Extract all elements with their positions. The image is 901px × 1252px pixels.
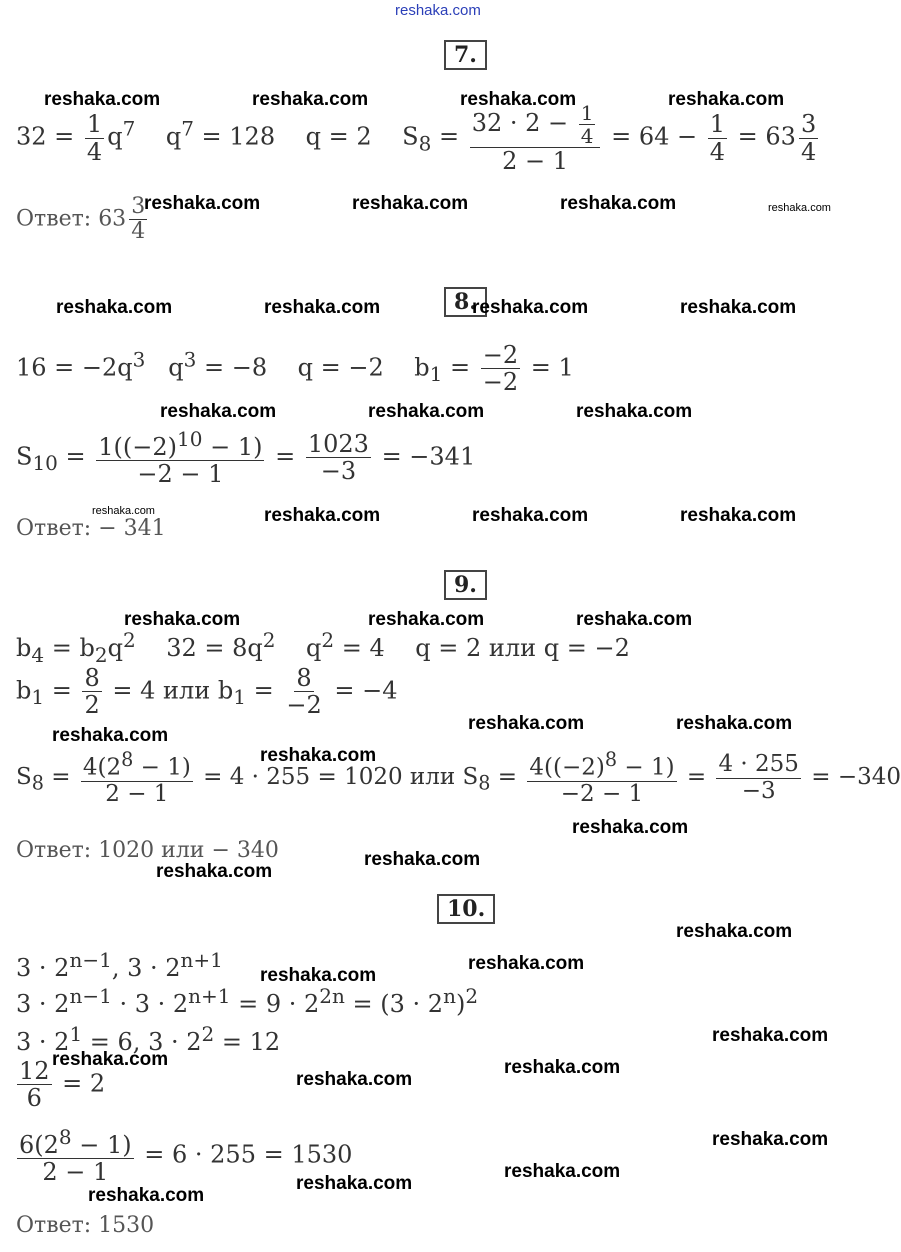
numerator: 3 xyxy=(131,194,146,219)
expr: = b xyxy=(44,634,95,662)
watermark: reshaka.com xyxy=(252,89,369,110)
denominator: 2 − 1 xyxy=(42,1158,109,1187)
problem-10-line1 xyxy=(16,948,223,982)
watermark: reshaka.com xyxy=(352,193,469,214)
numerator xyxy=(527,749,676,782)
numerator xyxy=(17,1126,134,1159)
exponent: 3 xyxy=(132,347,146,372)
watermark: reshaka.com xyxy=(560,193,677,214)
top-watermark: reshaka.com xyxy=(395,2,481,19)
expr: S xyxy=(16,442,33,471)
watermark: reshaka.com xyxy=(468,713,585,734)
watermark: reshaka.com xyxy=(296,1173,413,1194)
expr: = 9 · 2 xyxy=(230,990,320,1018)
denominator: 6 xyxy=(26,1084,42,1113)
watermark: reshaka.com xyxy=(676,921,793,942)
watermark: reshaka.com xyxy=(260,745,377,766)
fraction xyxy=(708,111,727,165)
problem-9-line3 xyxy=(16,749,901,807)
watermark: reshaka.com xyxy=(504,1161,621,1182)
exponent: 2 xyxy=(465,984,479,1008)
exponent: 2 xyxy=(122,628,136,652)
watermark: reshaka.com xyxy=(296,1069,413,1090)
expr: = xyxy=(246,676,282,705)
exponent: n−1 xyxy=(69,948,112,972)
watermark: reshaka.com xyxy=(472,297,589,318)
expr: 4(2 xyxy=(82,754,122,781)
numerator: 1 xyxy=(580,101,594,125)
exponent: n xyxy=(443,984,456,1008)
expr: 3 · 2 xyxy=(16,954,70,982)
watermark: reshaka.com xyxy=(124,609,241,630)
watermark: reshaka.com xyxy=(52,725,169,746)
watermark: reshaka.com xyxy=(144,193,261,214)
expr: = xyxy=(57,442,94,471)
expr: = −8 q = −2 b xyxy=(196,353,430,382)
expr: = 6, 3 · 2 xyxy=(82,1028,202,1056)
fraction xyxy=(579,102,596,147)
watermark: reshaka.com xyxy=(88,1185,205,1206)
numerator: 1023 xyxy=(307,430,369,458)
denominator: −3 xyxy=(320,457,357,486)
watermark: reshaka.com xyxy=(260,965,377,986)
fraction xyxy=(481,342,520,396)
fraction xyxy=(799,111,818,165)
subscript: 10 xyxy=(32,451,58,476)
exponent: 8 xyxy=(58,1125,72,1149)
watermark: reshaka.com xyxy=(44,89,161,110)
expr: · 3 · 2 xyxy=(111,990,189,1018)
expr: = −340 xyxy=(803,764,901,791)
expr: q xyxy=(107,634,123,662)
subscript: 1 xyxy=(233,685,246,710)
expr: b xyxy=(16,676,32,705)
expr: q xyxy=(107,122,123,151)
subscript: 4 xyxy=(31,642,45,667)
problem-9-line1 xyxy=(16,628,630,667)
numerator: 4 · 255 xyxy=(718,751,799,778)
denominator: −2 − 1 xyxy=(560,780,644,807)
exponent: 7 xyxy=(122,116,136,141)
expr: = 128 q = 2 S xyxy=(193,122,419,151)
fraction xyxy=(306,431,371,485)
exponent: 2 xyxy=(262,628,276,652)
expr: − 1) xyxy=(202,433,263,461)
problem-10-answer: Ответ: 1530 xyxy=(16,1213,155,1238)
watermark: reshaka.com xyxy=(468,953,585,974)
problem-number-9: 9. xyxy=(444,570,487,600)
subscript: 8 xyxy=(31,771,44,795)
expr: , 3 · 2 xyxy=(111,954,181,982)
watermark: reshaka.com xyxy=(472,505,589,526)
numerator: 8 xyxy=(84,664,100,692)
expr: = xyxy=(44,676,80,705)
problem-number-8: 8. xyxy=(444,287,487,317)
watermark: reshaka.com xyxy=(576,401,693,422)
expr: 3 · 2 xyxy=(16,1028,70,1056)
denominator: 4 xyxy=(800,137,817,166)
watermark: reshaka.com xyxy=(160,401,277,422)
expr: S xyxy=(16,764,32,791)
exponent: 7 xyxy=(181,116,194,141)
expr: 16 = −2q xyxy=(16,353,133,382)
watermark: reshaka.com xyxy=(56,297,173,318)
fraction xyxy=(82,665,101,719)
subscript: 8 xyxy=(478,771,491,795)
expr: = −4 xyxy=(326,676,398,705)
expr: 1((−2) xyxy=(98,433,178,461)
expr: = 4 q = 2 или q = −2 xyxy=(334,634,630,662)
subscript: 2 xyxy=(94,642,108,667)
expr: 3 · 2 xyxy=(16,990,70,1018)
denominator: 2 − 1 xyxy=(502,147,569,175)
denominator: 2 xyxy=(84,691,100,720)
exponent: n−1 xyxy=(69,984,112,1008)
exponent: 2 xyxy=(201,1022,215,1046)
expr: 4((−2) xyxy=(529,754,605,781)
fraction xyxy=(85,111,104,165)
fraction xyxy=(470,102,601,174)
answer-label: Ответ: 63 xyxy=(16,206,127,232)
watermark: reshaka.com xyxy=(52,1049,169,1070)
expr: = 6 · 255 = 1530 xyxy=(136,1140,353,1169)
denominator: 4 xyxy=(86,137,103,166)
numerator xyxy=(96,428,264,461)
fraction xyxy=(716,752,800,804)
watermark: reshaka.com xyxy=(712,1025,829,1046)
expr: = xyxy=(442,353,478,382)
numerator: 1 xyxy=(709,110,726,139)
expr: = 4 или b xyxy=(104,676,234,705)
exponent: 1 xyxy=(69,1022,83,1046)
problem-7-equation xyxy=(16,102,821,174)
problem-10-line2 xyxy=(16,984,478,1018)
fraction xyxy=(17,1126,134,1186)
denominator: −3 xyxy=(741,777,776,804)
problem-8-line2 xyxy=(16,428,475,488)
expr: = xyxy=(431,122,467,151)
denominator: 4 xyxy=(709,137,726,166)
watermark: reshaka.com xyxy=(712,1129,829,1150)
expr: = 2 xyxy=(54,1069,106,1098)
expr: − 1) xyxy=(617,754,675,781)
problem-number-10: 10. xyxy=(437,894,495,924)
expr: = 63 xyxy=(730,122,796,151)
expr: 6(2 xyxy=(19,1131,59,1159)
exponent: n+1 xyxy=(180,948,223,972)
watermark: reshaka.com xyxy=(676,713,793,734)
problem-number-7: 7. xyxy=(444,40,487,70)
expr: − 1) xyxy=(133,754,191,781)
expr: 32 = xyxy=(16,122,82,151)
expr: q xyxy=(275,634,322,662)
watermark: reshaka.com xyxy=(768,202,831,214)
expr: q xyxy=(165,122,182,151)
exponent: 10 xyxy=(177,427,203,451)
denominator: 4 xyxy=(580,124,594,148)
problem-7-answer xyxy=(16,195,150,244)
fraction xyxy=(284,665,323,719)
expr: = 1 xyxy=(523,353,574,382)
expr: 32 · 2 − xyxy=(471,109,576,137)
fraction xyxy=(81,749,193,807)
watermark: reshaka.com xyxy=(504,1057,621,1078)
expr: − 1) xyxy=(71,1131,132,1159)
exponent: 8 xyxy=(604,748,618,771)
fraction xyxy=(96,428,264,488)
denominator: 4 xyxy=(131,219,146,245)
expr: = xyxy=(490,764,525,791)
expr: = (3 · 2 xyxy=(344,990,444,1018)
numerator: 8 xyxy=(296,664,312,692)
watermark: reshaka.com xyxy=(668,89,785,110)
exponent: 2n xyxy=(319,984,345,1008)
watermark: reshaka.com xyxy=(264,505,381,526)
watermark: reshaka.com xyxy=(576,609,693,630)
problem-9-answer: Ответ: 1020 или − 340 xyxy=(16,838,279,863)
watermark: reshaka.com xyxy=(680,505,797,526)
problem-8-line1 xyxy=(16,342,574,396)
expr: = xyxy=(267,442,303,471)
watermark: reshaka.com xyxy=(572,817,689,838)
exponent: 8 xyxy=(121,748,134,771)
watermark: reshaka.com xyxy=(364,849,481,870)
watermark: reshaka.com xyxy=(460,89,577,110)
fraction xyxy=(527,749,676,807)
problem-9-line2 xyxy=(16,665,398,719)
expr: = 12 xyxy=(214,1028,281,1056)
denominator: −2 − 1 xyxy=(137,460,224,489)
watermark: reshaka.com xyxy=(368,609,485,630)
expr: = xyxy=(43,764,78,791)
watermark: reshaka.com xyxy=(680,297,797,318)
fraction xyxy=(17,1058,52,1112)
watermark: reshaka.com xyxy=(264,297,381,318)
numerator xyxy=(81,749,193,782)
watermark: reshaka.com xyxy=(156,861,273,882)
subscript: 1 xyxy=(31,685,45,710)
expr: = xyxy=(679,764,714,791)
denominator: −2 xyxy=(286,691,322,720)
expr: 32 = 8q xyxy=(135,634,263,662)
exponent: n+1 xyxy=(188,984,231,1008)
numerator: 12 xyxy=(19,1057,50,1085)
numerator: −2 xyxy=(482,341,519,369)
watermark: reshaka.com xyxy=(368,401,485,422)
subscript: 8 xyxy=(418,131,432,156)
numerator: 3 xyxy=(800,110,817,139)
exponent: 2 xyxy=(321,628,335,652)
numerator: 1 xyxy=(86,110,103,139)
expr: = −341 xyxy=(373,442,476,471)
expr: = 4 · 255 = 1020 или S xyxy=(195,764,479,791)
denominator: −2 xyxy=(482,368,519,397)
exponent: 3 xyxy=(183,347,197,372)
denominator: 2 − 1 xyxy=(105,780,169,807)
expr: = 64 − xyxy=(603,122,705,151)
problem-8-answer: Ответ: − 341 xyxy=(16,516,166,541)
expr: b xyxy=(16,634,32,662)
expr: q xyxy=(145,353,184,382)
expr: ) xyxy=(455,990,466,1018)
watermark: reshaka.com xyxy=(92,505,155,517)
subscript: 1 xyxy=(429,362,443,387)
